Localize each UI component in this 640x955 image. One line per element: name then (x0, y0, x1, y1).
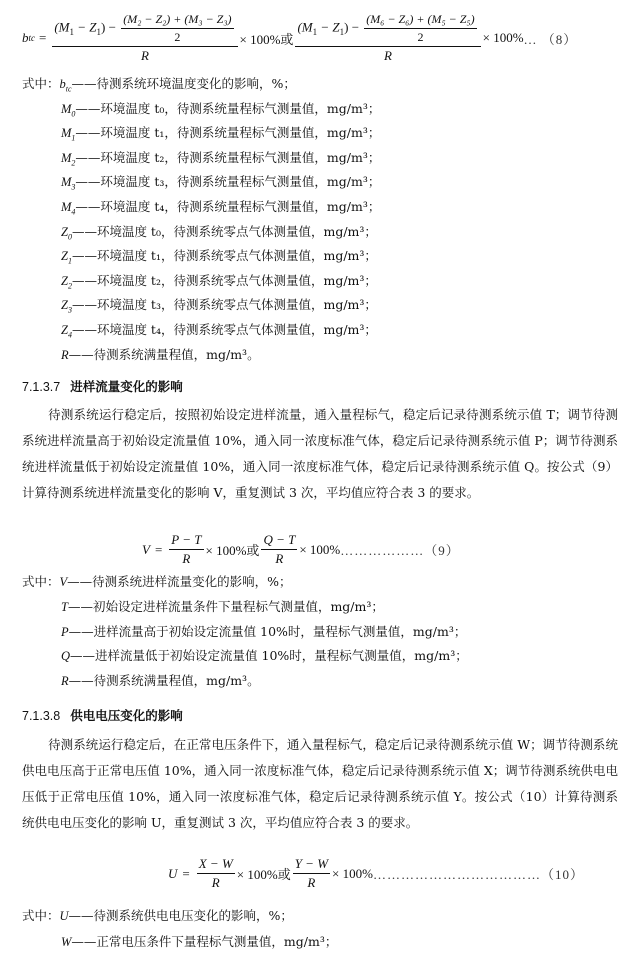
definition-text: ——进样流量低于初始设定流量值 10%时，量程标气测量值，mg/m³； (70, 648, 468, 664)
definition-line (61, 246, 377, 266)
definition-line (22, 572, 292, 590)
definition-symbol: W (61, 935, 72, 949)
formula-10 (168, 856, 584, 891)
formula-10-tail: × 100% (332, 865, 373, 881)
section-title: 进样流量变化的影响 (70, 379, 183, 394)
formula-8-lhs: b (22, 30, 29, 45)
formula-10-mid: × 100%或 (236, 867, 291, 882)
definition-symbol: T (61, 599, 68, 614)
definition-symbol: Z (61, 323, 68, 337)
definition-text: ——待测系统满量程值，mg/m³。 (68, 673, 260, 689)
f8-r-den: R (384, 48, 392, 63)
formula-8-right-fraction (295, 12, 480, 64)
definition-symbol: M (61, 101, 72, 116)
definition-symbol-subscript: 1 (67, 256, 72, 266)
section-number: 7.1.3.7 (22, 380, 61, 394)
f8-l-n1-sub: 1 (69, 27, 75, 38)
definition-text: ——环境温度 t₃，待测系统零点气体测量值，mg/m³； (71, 297, 377, 313)
f8-l-n1b: − Z (74, 19, 97, 35)
definition-symbol-subscript: 4 (71, 207, 76, 217)
section-heading-7-1-3-7 (22, 377, 183, 395)
f8-r-n1: (M (297, 19, 313, 35)
f10-num-1: X − W (197, 856, 235, 874)
definition-line (61, 148, 380, 168)
definition-text: ——环境温度 t₁，待测系统零点气体测量值，mg/m³； (71, 248, 377, 264)
f8-r-n1-sub: 1 (312, 27, 318, 38)
formula-8-lhs-sub: tc (28, 33, 35, 43)
definition-line (61, 271, 377, 291)
definition-symbol: R (61, 347, 69, 362)
formula-9-lhs: V (142, 541, 150, 557)
section-number: 7.1.3.8 (22, 709, 61, 723)
f8-l-inner-den: 2 (174, 30, 181, 44)
definition-symbol: b (59, 77, 66, 91)
definition-text: ——环境温度 t₂，待测系统量程标气测量值，mg/m³； (75, 149, 381, 165)
definition-symbol: M (61, 150, 72, 165)
definition-symbol: V (59, 575, 68, 589)
section-heading-7-1-3-8 (22, 706, 183, 724)
definition-line (61, 932, 337, 950)
formula-9-tail: × 100% (299, 541, 341, 557)
f8-l-inner-num: (M₂ − Z₂) + (M₃ − Z₃) (121, 12, 233, 29)
definition-text: ——待测系统环境温度变化的影响，%； (71, 76, 296, 91)
definition-symbol-subscript: 4 (67, 330, 72, 340)
definition-text: ——环境温度 t₃，待测系统量程标气测量值，mg/m³； (75, 174, 381, 190)
definition-symbol-subscript: 2 (67, 281, 72, 291)
f8-r-inner-den: 2 (417, 30, 424, 44)
formula-9 (142, 532, 460, 567)
definition-text: ——待测系统满量程值，mg/m³。 (68, 346, 260, 362)
definition-symbol: M (61, 200, 72, 214)
definition-symbol-subscript: 0 (71, 109, 76, 119)
f8-l-n1: (M (54, 19, 70, 35)
formula-9-eq: = (154, 541, 163, 557)
definition-symbol-subscript: 1 (71, 133, 76, 143)
f8-r-inner-num: (M₆ − Z₆) + (M₅ − Z₅) (364, 12, 476, 29)
f8-l-n1b-sub: 1 (96, 27, 102, 38)
f9-den-1: R (182, 551, 191, 566)
definition-line (61, 197, 380, 217)
section-7-1-3-7-paragraph (22, 402, 618, 506)
f10-den-2: R (307, 875, 316, 890)
definition-text: ——环境温度 t₄，待测系统量程标气测量值，mg/m³； (75, 199, 381, 214)
definition-text: ——环境温度 t₀，待测系统零点气体测量值，mg/m³； (71, 223, 377, 239)
f8-l-inner-fraction (121, 12, 233, 45)
f8-r-tail: × 100% (482, 30, 524, 45)
f8-r-n1c: ) − (344, 19, 360, 35)
f8-r-inner-fraction (364, 12, 476, 45)
paragraph-text: 待测系统运行稳定后，在正常电压条件下，通入量程标气，稳定后记录待测系统示值 W；调节待测系统供电电压高于正常电压值 10%，通入同一浓度标准气体，稳定后记录待测系统示值 X；调节待测系统供电电压低于正常电压值 10%，通入同一浓度标准气体，稳定后记录待测系统示值 Y。按公式（10）计算待测系统供电电压变化的影响 U，重复测试 3 次，平均值应符合表 3 的要求。 (22, 737, 618, 830)
f9-num-1: P − T (169, 532, 203, 550)
definition-line (22, 74, 296, 94)
f8-l-n1c: ) − (101, 19, 116, 35)
formula-8-left-fraction (52, 12, 237, 64)
formula-9-fraction-1 (169, 532, 203, 567)
definition-symbol-subscript: 3 (71, 182, 76, 192)
definition-text: ——待测系统进样流量变化的影响，%； (67, 574, 292, 589)
definition-text: ——环境温度 t₄，待测系统零点气体测量值，mg/m³； (71, 322, 377, 337)
definition-prefix: 式中： (22, 574, 60, 589)
definition-text: ——进样流量高于初始设定流量值 10%时，量程标气测量值，mg/m³； (68, 623, 467, 639)
definition-line (61, 295, 377, 315)
definition-symbol: Z (61, 249, 68, 264)
definition-text: ——待测系统供电电压变化的影响，%； (68, 908, 293, 923)
definition-text: ——初始设定进样流量条件下量程标气测量值，mg/m³； (67, 598, 384, 614)
f8-leader: … （8） (523, 31, 578, 47)
definition-symbol-subscript: 2 (71, 158, 76, 168)
paragraph-text: 待测系统运行稳定后，按照初始设定进样流量，通入量程标气，稳定后记录待测系统示值 T；调节待测系统进样流量高于初始设定流量值 10%，通入同一浓度标准气体，稳定后记录待测系统示值 P；调节待测系统进样流量低于初始设定流量值 10%，通入同一浓度标准气体，稳定后记录待测系统示值 Q。按公式（9）计算待测系统进样流量变化的影响 V，重复测试 3 次，平均值应符合表 3 的要求。 (22, 407, 618, 500)
formula-10-eq: = (182, 865, 190, 881)
f8-l-tail: × 100%或 (239, 31, 294, 47)
definition-text: ——环境温度 t₁，待测系统量程标气测量值，mg/m³； (75, 125, 381, 141)
formula-9-fraction-2 (261, 532, 297, 567)
f8-r-n1b-sub: 1 (339, 27, 345, 38)
definition-symbol: Z (61, 298, 68, 313)
definition-symbol-subscript: tc (65, 84, 72, 94)
definition-prefix: 式中： (22, 908, 60, 923)
definition-symbol: U (59, 909, 69, 923)
definition-symbol: Q (61, 649, 71, 664)
definition-line (61, 671, 260, 689)
formula-8 (22, 12, 577, 64)
definition-prefix: 式中： (22, 76, 60, 91)
formula-10-fraction-2 (293, 856, 330, 891)
f10-den-1: R (211, 875, 220, 890)
definition-line (22, 906, 293, 924)
formula-8-eq: = (39, 30, 47, 45)
definition-line (61, 320, 377, 340)
f8-l-den: R (140, 48, 149, 63)
definition-symbol: Z (61, 273, 68, 288)
definition-symbol: P (61, 624, 69, 639)
f9-den-2: R (275, 551, 284, 566)
definition-text: ——正常电压条件下量程标气测量值，mg/m³； (71, 934, 338, 949)
definition-symbol: Z (61, 224, 68, 239)
definition-line (61, 597, 384, 615)
definition-symbol: M (61, 175, 72, 190)
definition-line (61, 345, 260, 363)
definition-symbol-subscript: 3 (67, 305, 72, 315)
formula-9-mid: × 100%或 (205, 543, 260, 558)
f9-num-2: Q − T (261, 532, 297, 550)
formula-10-leader: ………………………………（10） (372, 867, 584, 882)
definition-line (61, 99, 380, 119)
definition-symbol-subscript: 0 (67, 232, 72, 242)
definition-symbol: M (61, 126, 72, 141)
definition-text: ——环境温度 t₀，待测系统量程标气测量值，mg/m³； (75, 100, 381, 116)
definition-line (61, 622, 466, 640)
f8-r-n1b: − Z (317, 19, 340, 35)
definition-line (61, 123, 380, 143)
definition-line (61, 222, 377, 242)
section-7-1-3-8-paragraph (22, 732, 618, 836)
definition-line (61, 172, 380, 192)
definition-line (61, 646, 468, 664)
section-title: 供电电压变化的影响 (70, 708, 183, 723)
definition-text: ——环境温度 t₂，待测系统零点气体测量值，mg/m³； (71, 272, 377, 288)
f10-num-2: Y − W (293, 856, 330, 874)
formula-9-leader: ………………（9） (340, 543, 460, 558)
formula-10-fraction-1 (197, 856, 235, 891)
formula-10-lhs: U (168, 865, 178, 881)
definition-symbol: R (61, 674, 69, 689)
